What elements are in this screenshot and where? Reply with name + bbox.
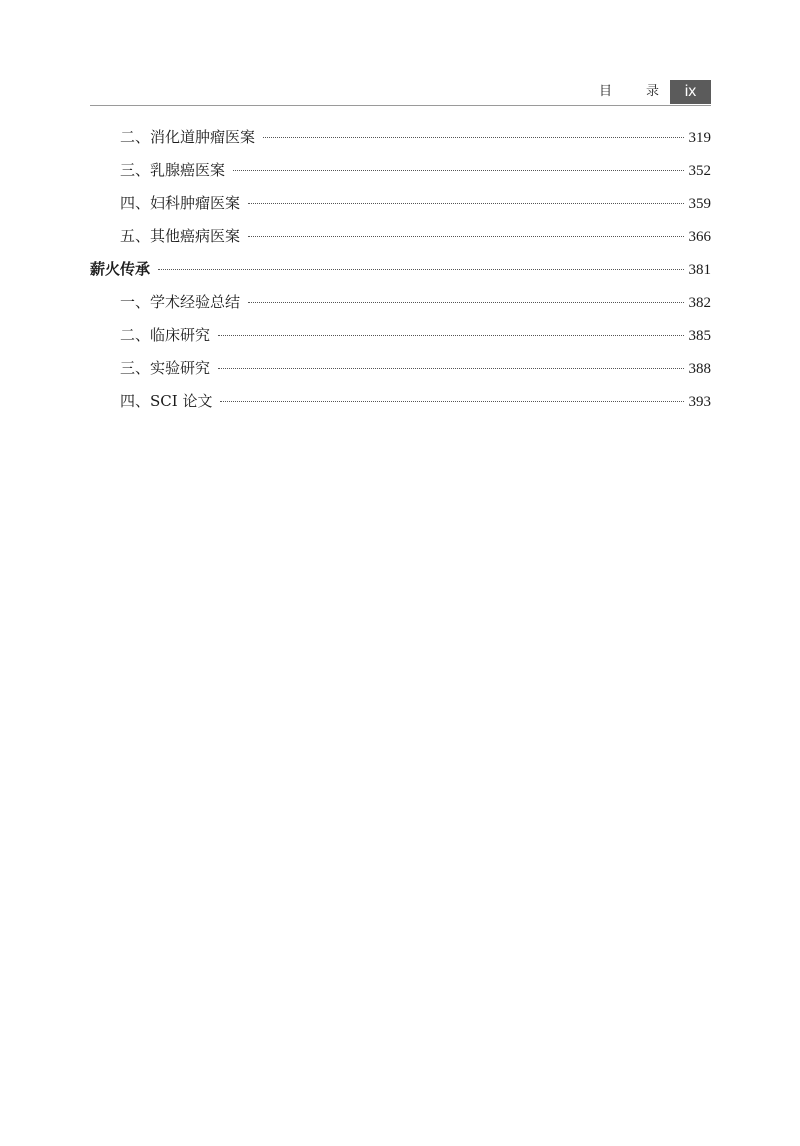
header-title-char-1: 目 [598,84,612,99]
toc-entry[interactable] [90,387,711,420]
header-title [599,82,659,102]
toc-entry[interactable] [90,222,711,255]
dot-leader [218,335,683,336]
dot-leader [220,401,683,402]
toc-entry-label: 一、学术经验总结 [120,293,241,311]
dot-leader [263,137,683,138]
toc-page-number: 382 [688,295,711,311]
dot-leader [233,170,683,171]
toc-entry[interactable] [90,321,711,354]
toc-entry[interactable] [90,156,711,189]
toc-entry-label: 三、乳腺癌医案 [120,161,226,179]
dot-leader [158,269,683,270]
toc-entry[interactable] [90,123,711,156]
toc-page-number: 319 [688,130,711,146]
dot-leader [218,368,683,369]
toc-page-number: 352 [688,163,711,179]
page-header [90,80,711,106]
toc-page-number: 359 [688,196,711,212]
toc-entry[interactable] [90,288,711,321]
toc-page-number: 393 [688,394,711,410]
toc-page-number: 388 [688,361,711,377]
toc-section-label: 薪火传承 [90,260,151,278]
dot-leader [248,203,683,204]
dot-leader [248,236,683,237]
toc-page-number: 366 [688,229,711,245]
page-number-box: ix [670,80,711,104]
dot-leader [248,302,683,303]
toc-page-number: 385 [688,328,711,344]
toc-entry[interactable] [90,189,711,222]
toc-entry-label: 四、SCI 论文 [120,392,213,410]
toc-entry-label: 四、妇科肿瘤医案 [120,194,241,212]
header-title-char-2: 录 [645,84,659,99]
toc-entry-label: 五、其他癌病医案 [120,227,241,245]
toc-page-number: 381 [688,262,711,278]
toc-entry-label: 二、临床研究 [120,326,211,344]
table-of-contents [90,123,711,420]
toc-entry-label: 二、消化道肿瘤医案 [120,128,256,146]
toc-section-heading[interactable] [90,255,711,288]
toc-entry[interactable] [90,354,711,387]
toc-entry-label: 三、实验研究 [120,359,211,377]
